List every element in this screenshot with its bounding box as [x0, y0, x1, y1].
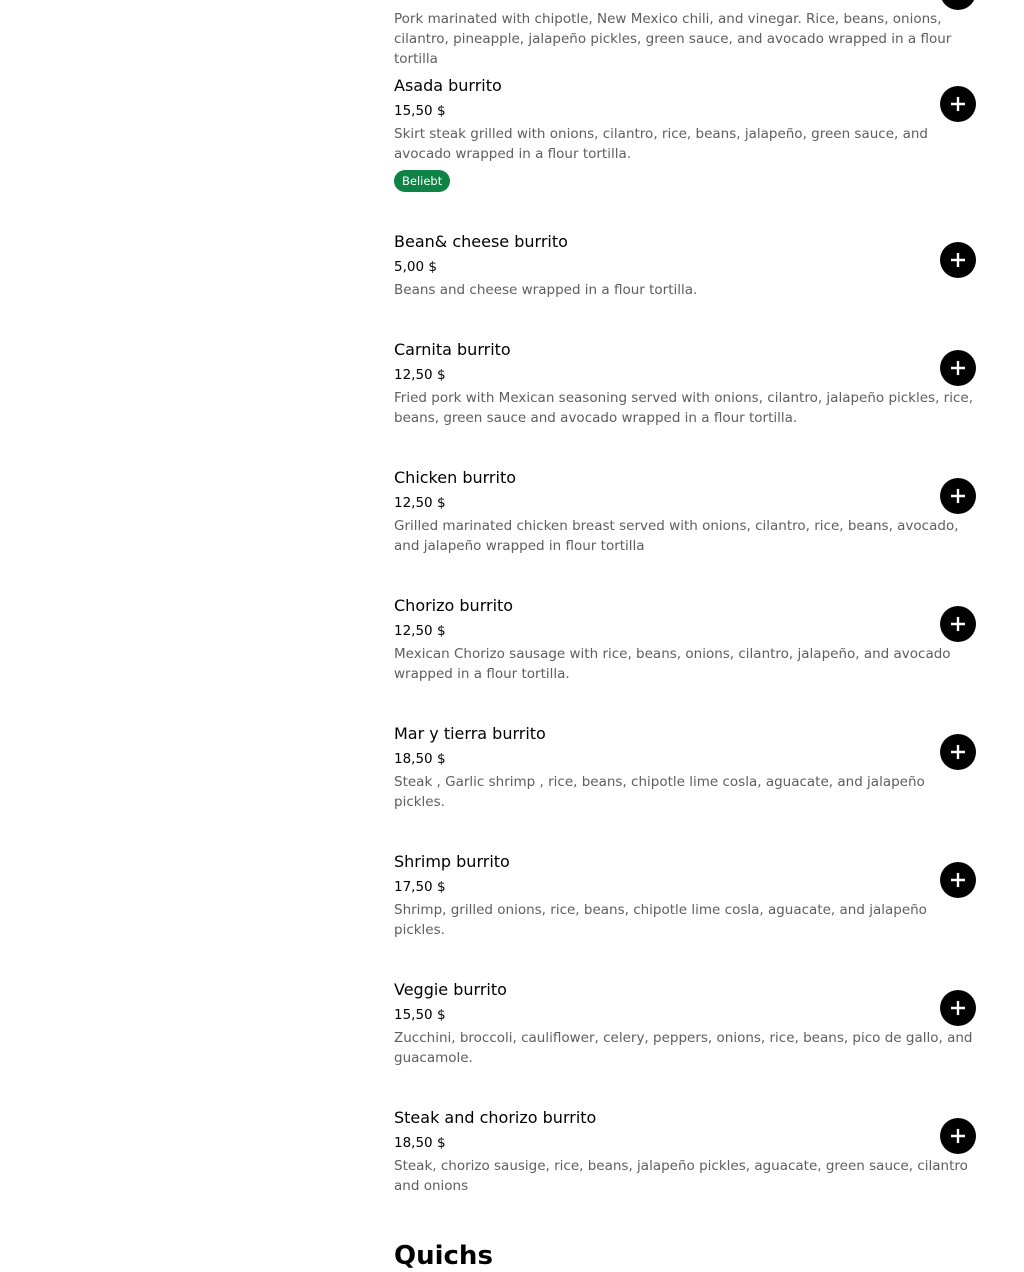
- item-description: Steak, chorizo sausige, rice, beans, jalapeño pickles, aguacate, green sauce, cilantro and onions: [394, 1158, 968, 1194]
- plus-icon: [951, 1129, 965, 1143]
- add-item-button[interactable]: [940, 86, 976, 122]
- add-item-button[interactable]: [940, 478, 976, 514]
- menu-item[interactable]: [394, 60, 976, 216]
- item-name: Carnita burrito: [394, 340, 511, 359]
- plus-icon: [951, 489, 965, 503]
- menu-item[interactable]: [394, 324, 976, 452]
- add-item-button[interactable]: [940, 990, 976, 1026]
- item-price: 5,00 $: [394, 259, 437, 275]
- item-price: 15,50 $: [394, 103, 446, 119]
- item-description: Skirt steak grilled with onions, cilantro, rice, beans, jalapeño, green sauce, and avocado wrapped in a flour tortilla.: [394, 126, 929, 162]
- popular-badge: Beliebt: [394, 170, 450, 192]
- item-description: Grilled marinated chicken breast served with onions, cilantro, rice, beans, avocado, and jalapeño wrapped in flour tortilla: [394, 518, 959, 554]
- plus-icon: [951, 97, 965, 111]
- plus-icon: [951, 253, 965, 267]
- menu-section: [394, 0, 976, 1272]
- plus-icon: [951, 1001, 965, 1015]
- add-item-button[interactable]: [940, 862, 976, 898]
- menu-item[interactable]: [394, 580, 976, 708]
- menu-item-partial[interactable]: [394, 0, 976, 67]
- item-name: Shrimp burrito: [394, 852, 510, 871]
- plus-icon: [951, 361, 965, 375]
- item-name: Mar y tierra burrito: [394, 724, 546, 743]
- plus-icon: [951, 745, 965, 759]
- add-item-button[interactable]: [940, 242, 976, 278]
- menu-item[interactable]: [394, 836, 976, 964]
- add-item-button[interactable]: [940, 1118, 976, 1154]
- add-item-button[interactable]: [940, 734, 976, 770]
- item-description: Zucchini, broccoli, cauliflower, celery, peppers, onions, rice, beans, pico de gallo, and guacamole.: [394, 1030, 973, 1066]
- item-price: 15,50 $: [394, 1007, 446, 1023]
- item-description: Fried pork with Mexican seasoning served with onions, cilantro, jalapeño pickles, rice, beans, green sauce and avocado wrapped in a flour tortilla.: [394, 390, 973, 426]
- item-name: Steak and chorizo burrito: [394, 1108, 597, 1127]
- plus-icon: [951, 617, 965, 631]
- plus-icon: [951, 873, 965, 887]
- item-name: Chorizo burrito: [394, 596, 514, 615]
- item-price: 12,50 $: [394, 623, 446, 639]
- item-price: 18,50 $: [394, 751, 446, 767]
- item-name: Bean& cheese burrito: [394, 232, 568, 251]
- item-description: Mexican Chorizo sausage with rice, beans, onions, cilantro, jalapeño, and avocado wrapped in a flour tortilla.: [394, 646, 951, 682]
- add-item-button[interactable]: [940, 350, 976, 386]
- add-item-button[interactable]: [940, 606, 976, 642]
- item-name: Asada burrito: [394, 76, 502, 95]
- item-price: 17,50 $: [394, 879, 446, 895]
- item-description: Steak , Garlic shrimp , rice, beans, chipotle lime cosla, aguacate, and jalapeño pickles.: [394, 774, 925, 810]
- item-price: 12,50 $: [394, 495, 446, 511]
- item-price: 12,50 $: [394, 367, 446, 383]
- menu-item[interactable]: [394, 964, 976, 1092]
- item-description: Beans and cheese wrapped in a flour tortilla.: [394, 282, 698, 298]
- menu-item[interactable]: [394, 216, 976, 324]
- item-name: Chicken burrito: [394, 468, 516, 487]
- menu-item[interactable]: [394, 1092, 976, 1220]
- item-price: 18,50 $: [394, 1135, 446, 1151]
- menu-item[interactable]: [394, 452, 976, 580]
- menu-item[interactable]: [394, 708, 976, 836]
- section-title: Quichs: [394, 1241, 493, 1271]
- item-name: Veggie burrito: [394, 980, 507, 999]
- item-description: Shrimp, grilled onions, rice, beans, chipotle lime cosla, aguacate, and jalapeño pickles.: [394, 902, 927, 938]
- item-description: Pork marinated with chipotle, New Mexico chili, and vinegar. Rice, beans, onions, cilantro, pineapple, jalapeño pickles, green sauce, and avocado wrapped in a flour tortilla: [394, 11, 952, 67]
